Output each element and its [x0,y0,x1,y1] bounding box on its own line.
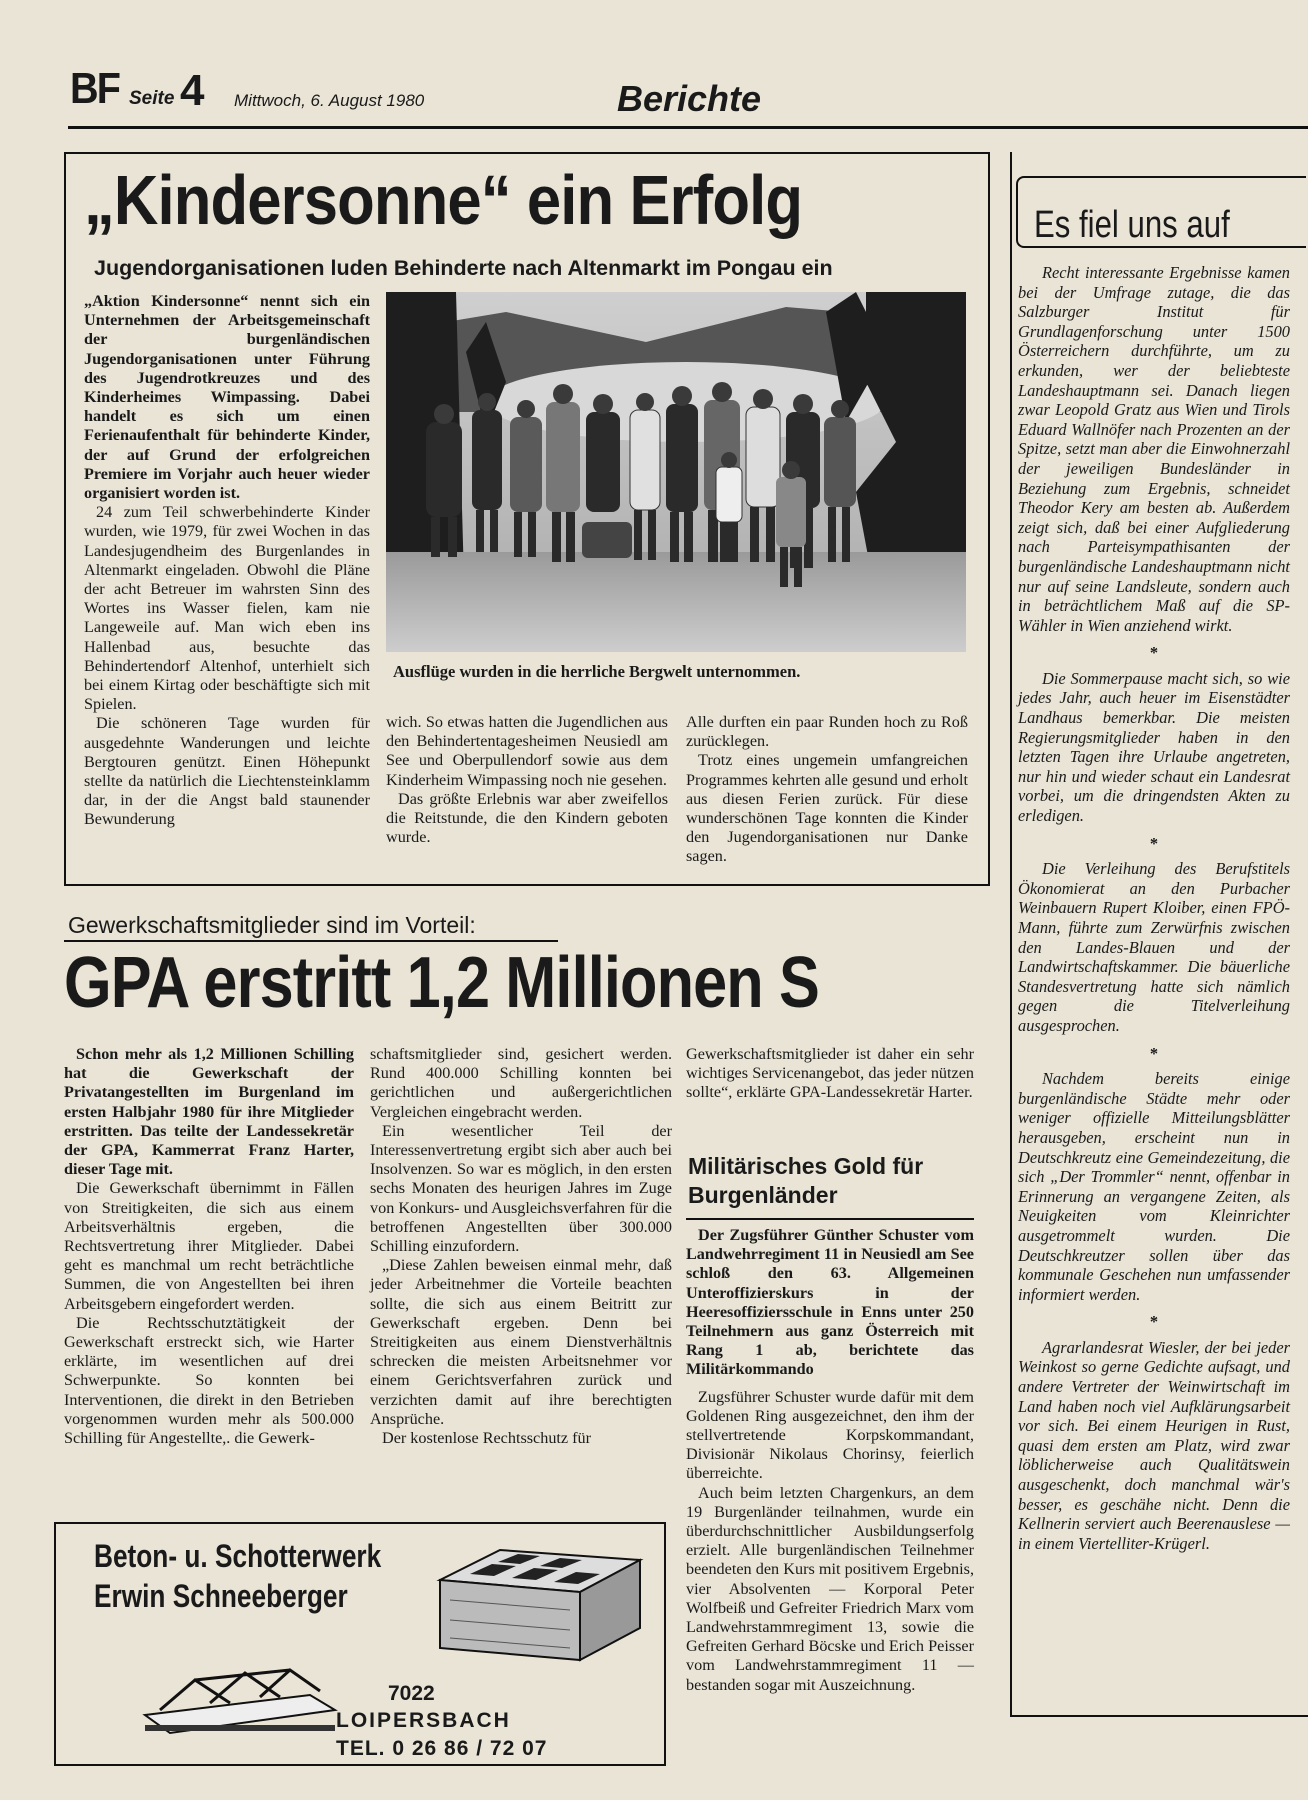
article-kindersonne-col2-p1: wich. So etwas hatten die Jugendlichen aus den Behindertentagesheimen Neusiedl am See und Oberpullendorf sowie aus dem Kinderheim Wimpassing noch nie gesehen. [386,713,668,789]
article-kindersonne-col1 [84,292,370,830]
article-kindersonne-col3 [686,713,968,867]
sidebar-separator-2: * [1149,833,1159,853]
article-gpa-p1: Die Gewerkschaft übernimmt in Fällen von Streitigkeiten, die sich aus einem Arbeitsverhältnis ergeben, die Rechtsvertretung ihrer Mitglieder. Dabei geht es manchmal um recht beträchtliche Summen, die von Angestellten bei ihren Arbeitsgebern eingefordert werden. [64,1179,354,1313]
sidebar-p3: Die Verleihung des Berufstitels Ökonomierat an den Purbacher Weinbauern Rupert Kloiber, einen FPÖ-Mann, führte zum Zerwürfnis zwischen den Landes-Blauen und der Landwirtschaftskammer. Die bäuerliche Standesvertretung hatte sich nämlich gegen die Titelverleihung ausgesprochen. [1018,859,1290,1035]
section-title: Berichte [617,78,762,119]
ad-town: LOIPERSBACH [336,1709,511,1732]
article-gpa-col3 [686,1045,974,1103]
article-kindersonne-p2: Die schöneren Tage wurden für ausgedehnte Wanderungen und leichte Bergtouren genützt. Einen Höhepunkt stellte da natürlich die Liechtensteinklamm dar, in der die Angst bald staunender Bewunderung [84,714,370,829]
page-label: Seite [129,88,175,109]
article-military-body [686,1226,974,1695]
article-gpa-col2-p1: schaftsmitglieder sind, gesichert werden. Rund 400.000 Schilling konnten bei gerichtlichen und außergerichtlichen Vergleichen eingebracht werden. [370,1045,672,1121]
sidebar-separator-3: * [1149,1043,1159,1063]
pallet-icon [140,1655,340,1740]
sidebar-p5: Agrarlandesrat Wiesler, der bei jeder Weinkost so gerne Gedichte aufsagt, und andere Vertreter der Weinwirtschaft im Land haben noch viel Aufklärungsarbeit vor sich. Bei einem Heurigen in Rust, quasi dem ersten am Platz, wird zwar löblicherweise auch Qualitätswein ausgeschenkt, doch manchmal wär's besser, es geschähe nicht. Denn die Kellnerin serviert auch Beerenauslese — in einem Viertelliter-Krügerl. [1018,1337,1290,1553]
ad-concrete-block-illustration [430,1540,650,1670]
sidebar-separator-4: * [1149,1312,1159,1332]
sidebar-separator-1: * [1149,643,1159,663]
article-gpa-headline: GPA erstritt 1,2 Millionen S [64,943,819,1023]
article-gpa-col1 [64,1045,354,1448]
article-gpa-p2: Die Rechtsschutztätigkeit der Gewerkschaft erstreckt sich, wie Harter erklärte, im wesentlichen auf drei Schwerpunkte. So konnten bei Interventionen, die direkt in den Betrieben vorgenommen wurden mehr als 500.000 Schilling für Angestellte,. die Gewerk- [64,1313,354,1448]
group-photo-illustration [386,292,966,652]
ad-phone: TEL. 0 26 86 / 72 07 [336,1737,548,1760]
ad-line1: Beton- u. Schotterwerk [94,1538,382,1574]
article-military-headline: Militärisches Gold für Burgenländer [688,1153,924,1208]
masthead-logo: BF [70,64,120,113]
ad-line2: Erwin Schneeberger [94,1578,348,1614]
article-kindersonne-col2-p2: Das größte Erlebnis war aber zweifellos die Reitstunde, die den Kindern geboten wurde. [386,789,668,847]
sidebar-p1: Recht interessante Ergebnisse kamen bei der Umfrage zutage, die das Salzburger Institut für Grundlagenforschung unter 1500 Österreichern durchführte, um zu erkunden, wer der beliebteste Landeshauptmann sei. Danach liegen zwar Leopold Gratz aus Wien und Tirols Eduard Wallnöfer nach Prozenten an der Spitze, setzt man aber die Einwohnerzahl der jeweiligen Bundesländer in Beziehung zum Ergebnis, schneidet Theodor Kery am besten ab. Außerdem zeigt sich, daß bei einer Aufgliederung nach Parteisympathisanten der burgenländische Landeshauptmann nicht nur auf seine Landsleute, sondern auch in beträchtlichem Maß auf die SP-Wähler in Wien anziehend wirkt. [1018,263,1290,635]
page-number: 4 [180,66,205,115]
article-kindersonne-lead: „Aktion Kindersonne“ nennt sich ein Unternehmen der Arbeitsgemeinschaft der burgenländischen Jugendorganisationen unter Führung des Jugendrotkreuzes und des Kinderheimes Wimpassing. Dabei handelt es sich um einen Ferienaufenthalt für behinderte Kinder, der auf Grund der erfolgreichen Premiere im Vorjahr auch heuer wieder organisiert worden ist. [84,292,370,503]
article-kindersonne-p1: 24 zum Teil schwerbehinderte Kinder wurden, wie 1979, für zwei Wochen in das Landesjugendheim des Burgenlandes in Altenmarkt eingeladen. Obwohl die Pläne der acht Betreuer im wahrsten Sinn des Wortes ins Wasser fielen, kam nie Langeweile auf. Man wich eben ins Hallenbad aus, besuchte das Behindertendorf Altenhof, unterhielt sich bei einem Kirtag oder beschäftigte sich mit Spielen. [84,503,370,714]
sidebar-text [1018,263,1290,1553]
article-kindersonne-col3-p1: Alle durften ein paar Runden hoch zu Roß zurücklegen. [686,713,968,751]
article-gpa-kicker: Gewerkschaftsmitglieder sind im Vorteil: [68,912,476,938]
article-military-rule [686,1218,974,1220]
article-gpa-col2-p3: „Diese Zahlen beweisen einmal mehr, daß jeder Arbeitnehmer die Vorteile beachten sollte, die sich aus einem Beitritt zur Gewerkschaft ergeben. Denn bei Streitigkeiten aus einem Dienstverhältnis schrecken die meisten Arbeitsnehmer vor einem Gerichtsverfahren zurück und verzichten damit auf ihre berechtigten Ansprüche. [370,1256,672,1428]
ad-postcode: 7022 [388,1682,435,1705]
sidebar-title: Es fiel uns auf [1034,204,1230,246]
article-military-lead: Der Zugsführer Günther Schuster vom Landwehrregiment 11 in Neusiedl am See schloß den 63. Allgemeinen Unteroffizierskurs in der Heeresoffiziersschule in Enns unter 250 Teilnehmern aus ganz Österreich mit Rang 1 ab, berichtete das Militärkommando [686,1226,974,1379]
article-gpa-col3-p1: Gewerkschaftsmitglieder ist daher ein sehr wichtiges Servicenangebot, das jeder nützen sollte“, erklärte GPA-Landessekretär Harter. [686,1045,974,1102]
article-kindersonne-photo-caption: Ausflüge wurden in die herrliche Bergwelt unternommen. [393,662,801,681]
concrete-block-icon [430,1540,650,1670]
article-kindersonne-subheadline: Jugendorganisationen luden Behinderte nach Altenmarkt im Pongau ein [94,256,833,280]
article-gpa-col2 [370,1045,672,1448]
article-military-p2: Auch beim letzten Chargenkurs, an dem 19 Burgenländer teilnahmen, wurde ein überdurchschnittlicher Ausbildungserfolg erzielt. Alle burgenländischen Teilnehmer beendeten den Kurs mit positivem Ergebnis, vier Absolventen — Korporal Peter Wolfbeiß und Gefreiter Friedrich Marx vom Landwehrstammregiment 13, sowie die Gefreiten Gerhard Böcske und Erich Peisser vom Landwehrstammregiment 11 — bestanden sogar mit Auszeichnung. [686,1483,974,1694]
article-gpa-col2-p2: Ein wesentlicher Teil der Interessenvertretung ergibt sich aber auch bei Insolvenzen. So war es möglich, in den ersten sechs Monaten des heurigen Jahres im Zuge von Konkurs- und Ausgleichsverfahren für die betroffenen Angestellten über 300.000 Schilling einzufordern. [370,1121,672,1256]
sidebar-p4: Nachdem bereits einige burgenländische Städte mehr oder weniger offizielle Mitteilungsblätter herausgeben, erscheint nun in Deutschkreutz eine Gemeindezeitung, die sich „Der Trommler“ nennt, offenbar in Erinnerung an vergangene Zeiten, als Neuigkeiten vom Kleinrichter ausgetrommelt wurden. Die Deutschkreutzer sollen über das kommunale Geschehen nun umfassender informiert werden. [1018,1069,1290,1304]
article-gpa-lead: Schon mehr als 1,2 Millionen Schilling hat die Gewerkschaft der Privatangestellten im Burgenland im ersten Halbjahr 1980 für ihre Mitglieder erstritten. Das teilte der Landessekretär der GPA, Kammerrat Franz Harter, dieser Tage mit. [64,1045,354,1179]
article-kindersonne-photo [386,292,966,652]
header-rule [68,126,1308,129]
sidebar-p2: Die Sommerpause macht sich, so wie jedes Jahr, auch heuer im Eisenstädter Landhaus bemerkbar. Die meisten Regierungsmitglieder haben in den letzten Tagen ihre Urlaube angetreten, nur hin und wieder schaut ein Landesrat vorbei, um die dringendsten Akten zu erledigen. [1018,668,1290,826]
page-date: Mittwoch, 6. August 1980 [234,91,425,110]
article-kindersonne-headline: „Kindersonne“ ein Erfolg [84,161,803,239]
article-kindersonne-col3-p2: Trotz eines ungemein umfangreichen Programmes kehrten alle gesund und erholt aus diesen Ferien zurück. Für diese wunderschönen Tage konnten die Kinder den Jugendorganisationen nur Danke sagen. [686,751,968,866]
ad-pallet-illustration [140,1655,340,1740]
article-gpa-col2-p4: Der kostenlose Rechtsschutz für [382,1429,592,1448]
article-kindersonne-col2 [386,713,668,847]
article-military-p1: Zugsführer Schuster wurde dafür mit dem Goldenen Ring ausgezeichnet, den ihm der stellvertretende Korpskommandant, Divisionär Nikolaus Chorinsy, feierlich überreichte. [686,1387,974,1483]
